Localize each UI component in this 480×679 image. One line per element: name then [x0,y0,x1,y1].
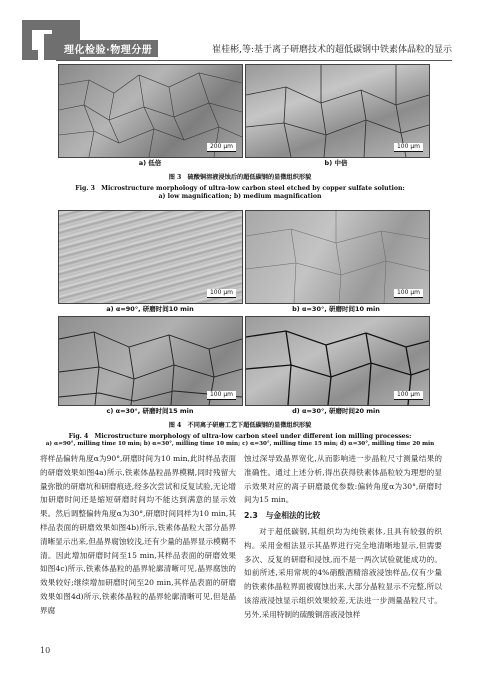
body-right-column [244,452,442,632]
fig4a-label: a) α=90°, 研磨时间10 min [106,305,194,313]
body-paragraph: 蚀过深导致晶界宽化,从而影响进一步晶粒尺寸测量结果的准确性。通过上述分析,得出获得铁素体晶粒较为理想的显示效果对应的离子研磨最优参数:偏转角度α为30°,研磨时间为15 min。 [244,454,442,505]
scale-bar: 100 μm [207,391,236,400]
scale-bar: 100 μm [394,289,423,298]
fig4-caption-en: Fig. 4 Microstructure morphology of ultra-low carbon steel under different ion milling processes: [68,433,412,440]
fig4d-label: d) α=30°, 研磨时间20 min [292,407,380,415]
fig3-caption-en: Fig. 3 Microstructure morphology of ultra-low carbon steel etched by copper sulfate solution: [75,185,405,192]
fig4c-label: c) α=30°, 研磨时间15 min [106,407,194,415]
body-paragraph: 将样品偏转角度α为90°,研磨时间为10 min,此时样品表面的研磨效果如图4a)所示,铁素体晶粒晶界模糊,同时残留大量弥散的研磨坑和研磨痕迹,经多次尝试和反复试验,无论增加研磨时间还是缩短研磨时间均不能达到满意的显示效果。然后调整偏转角度α为30°,研磨时间同样为10 min,其样品表面的研磨效果如图4b)所示,铁素体晶粒大部分晶界清晰显示出来,但晶界腐蚀较浅,还有少量的晶界显示模糊不清。因此增加研磨时间至15 min,其样品表面的研磨效果如图4c)所示,铁素体晶粒的晶界轮廓清晰可见,晶界腐蚀的效果较好;继续增加研磨时间至20 min,其样品表面的研磨效果如图4d)所示,铁素体晶粒的晶界轮廓清晰可见,但是晶界腐 [40,454,236,615]
header-rule [56,60,452,61]
body-paragraph: 对于超低碳钢,其组织均为纯铁素体,且具有较强的织构。采用金相法显示其晶界进行完全地清晰地显示,但需要多次、反复的研磨和浸蚀,而不是一两次试验就能成功的。如前所述,采用常规的4%硝酸酒精溶液浸蚀样品,仅有少量的铁素体晶粒界面被腐蚀出来,大部分晶粒显示不完整,所以该溶液浸蚀显示组织效果较差,无法进一步测量晶粒尺寸。另外,采用特制的硫酸铜溶液浸蚀样 [244,526,442,619]
fig3b-micrograph [245,64,430,158]
scale-bar: 100 μm [394,143,423,152]
fig4c-micrograph [58,316,243,406]
page-number: 10 [40,646,51,655]
page-header [0,20,480,60]
scale-bar: 100 μm [394,391,423,400]
journal-name: 理化检验·物理分册 [58,40,158,57]
running-head: 崔桂彬,等:基于离子研磨技术的超低碳钢中铁素体晶粒的显示 [212,45,452,55]
fig4-caption-cn: 图 4 不同离子研磨工艺下超低碳钢的显微组织形貌 [168,422,312,429]
fig4b-label: b) α=30°, 研磨时间10 min [292,305,380,313]
fig3-caption-cn: 图 3 硫酸铜溶液浸蚀后的超低碳钢的显微组织形貌 [168,174,312,181]
fig4a-micrograph [58,210,243,304]
fig3a-micrograph [58,64,243,158]
fig4-caption-en-sub: a) α=90°, milling time 10 min; b) α=30°, milling time 10 min; c) α=30°, milling time 15 min; d) α=30°, milling time 20 min [45,441,435,447]
scale-bar: 200 μm [207,143,236,152]
fig3-caption-en-sub: a) low magnification; b) medium magnification [158,193,322,200]
fig4d-micrograph [245,316,430,406]
body-left-column [40,452,236,632]
section-heading: 2.3 与金相法的比较 [244,511,321,521]
fig3b-label: b) 中倍 [324,159,348,167]
fig3a-label: a) 低倍 [138,159,162,167]
scale-bar: 100 μm [207,289,236,298]
fig4b-micrograph [245,210,430,304]
